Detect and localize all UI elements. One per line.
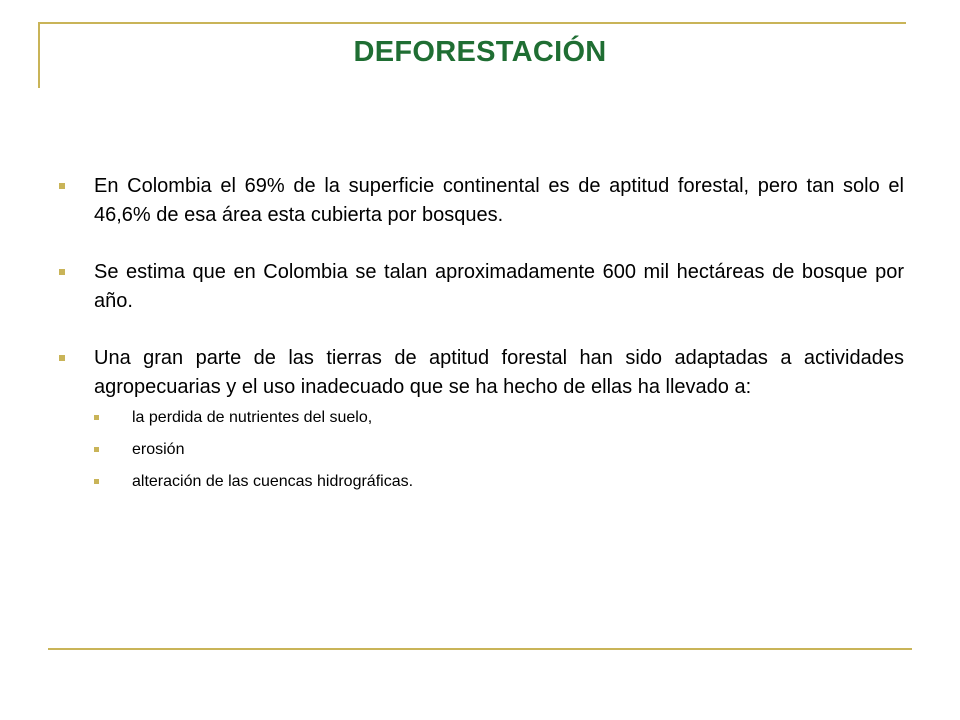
top-border-line	[40, 22, 906, 24]
bullet-text: Una gran parte de las tierras de aptitud forestal han sido adaptadas a actividades agropecuarias y el uso inadecuado que se ha hecho de ellas ha llevado a:	[94, 347, 904, 398]
square-bullet-icon	[94, 415, 99, 420]
bullet-text: En Colombia el 69% de la superficie continental es de aptitud forestal, pero tan solo el 46,6% de esa área esta cubierta por bosques.	[94, 175, 904, 226]
sub-bullet-item	[56, 472, 904, 492]
square-bullet-icon	[94, 447, 99, 452]
bullet-item	[56, 344, 904, 402]
square-bullet-icon	[59, 183, 65, 189]
sub-bullet-text: erosión	[132, 441, 185, 458]
sub-bullet-text: la perdida de nutrientes del suelo,	[132, 409, 373, 426]
square-bullet-icon	[94, 479, 99, 484]
sub-bullet-text: alteración de las cuencas hidrográficas.	[132, 473, 414, 490]
slide-title: DEFORESTACIÓN	[353, 36, 607, 68]
slide-content	[56, 172, 904, 504]
square-bullet-icon	[59, 355, 65, 361]
bullet-text: Se estima que en Colombia se talan aproximadamente 600 mil hectáreas de bosque por año.	[94, 261, 904, 312]
bullet-item	[56, 172, 904, 230]
sub-bullet-item	[56, 408, 904, 428]
bottom-border-line	[48, 648, 912, 650]
sub-bullet-item	[56, 440, 904, 460]
bullet-item	[56, 258, 904, 316]
square-bullet-icon	[59, 269, 65, 275]
sub-bullet-list	[56, 408, 904, 492]
